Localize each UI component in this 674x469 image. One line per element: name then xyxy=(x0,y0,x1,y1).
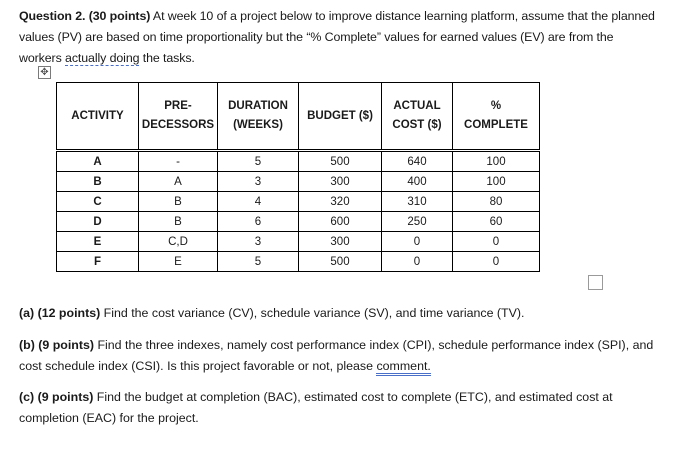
cell-duration: 6 xyxy=(218,212,299,232)
question-b-underlined-text: comment. xyxy=(376,359,430,376)
table-move-handle-icon[interactable]: ✥ xyxy=(38,66,51,79)
project-table xyxy=(56,82,540,272)
cell-predecessors: A xyxy=(139,172,218,192)
cell-predecessors: E xyxy=(139,252,218,272)
cell-percent-complete: 0 xyxy=(453,232,540,252)
table-row xyxy=(57,151,540,172)
cell-activity: A xyxy=(57,151,139,172)
cell-budget: 320 xyxy=(299,192,382,212)
cell-budget: 500 xyxy=(299,151,382,172)
cell-actual-cost: 250 xyxy=(382,212,453,232)
cell-duration: 3 xyxy=(218,232,299,252)
question-b-text: Find the three indexes, namely cost performance index (CPI), schedule performance index (SPI), and cost schedule index (CSI). Is this project favorable or not, please xyxy=(19,338,654,373)
cell-duration: 3 xyxy=(218,172,299,192)
cell-activity: F xyxy=(57,252,139,272)
cell-predecessors: C,D xyxy=(139,232,218,252)
header-activity: ACTIVITY xyxy=(57,83,139,151)
question-c-label: (c) (9 points) xyxy=(19,390,94,404)
question-a-text: Find the cost variance (CV), schedule variance (SV), and time variance (TV). xyxy=(100,306,525,320)
cell-actual-cost: 310 xyxy=(382,192,453,212)
question-b xyxy=(19,335,659,377)
header-budget: BUDGET ($) xyxy=(299,83,382,151)
cell-actual-cost: 0 xyxy=(382,232,453,252)
cell-budget: 300 xyxy=(299,172,382,192)
table-row xyxy=(57,252,540,272)
cell-percent-complete: 80 xyxy=(453,192,540,212)
cell-actual-cost: 400 xyxy=(382,172,453,192)
cell-percent-complete: 0 xyxy=(453,252,540,272)
cell-activity: C xyxy=(57,192,139,212)
question-b-label: (b) (9 points) xyxy=(19,338,95,352)
header-percent-complete: % COMPLETE xyxy=(453,83,540,151)
table-row xyxy=(57,212,540,232)
table-row xyxy=(57,192,540,212)
question-a xyxy=(19,303,659,324)
cell-predecessors: B xyxy=(139,212,218,232)
cell-actual-cost: 0 xyxy=(382,252,453,272)
question-intro xyxy=(19,6,659,69)
cell-percent-complete: 100 xyxy=(453,172,540,192)
header-actual-cost: ACTUAL COST ($) xyxy=(382,83,453,151)
question-a-label: (a) (12 points) xyxy=(19,306,101,320)
cell-percent-complete: 60 xyxy=(453,212,540,232)
question-c-text: Find the budget at completion (BAC), estimated cost to complete (ETC), and estimated cost at completion (EAC) for the project. xyxy=(19,390,613,425)
cell-budget: 600 xyxy=(299,212,382,232)
table-row xyxy=(57,172,540,192)
cell-actual-cost: 640 xyxy=(382,151,453,172)
table-resize-handle[interactable] xyxy=(588,275,603,290)
cell-duration: 5 xyxy=(218,151,299,172)
cell-budget: 300 xyxy=(299,232,382,252)
table-header-row xyxy=(57,83,540,151)
cell-budget: 500 xyxy=(299,252,382,272)
table-row xyxy=(57,232,540,252)
question-c xyxy=(19,387,659,429)
header-predecessors: PRE- DECESSORS xyxy=(139,83,218,151)
intro-text-1: At week 10 of a project below to improve distance learning platform, assume that the planned values (PV) are based on time proportionality but the “% Complete” values for earned values (EV) are from the workers xyxy=(19,9,655,65)
cell-activity: B xyxy=(57,172,139,192)
cell-percent-complete: 100 xyxy=(453,151,540,172)
intro-text-2: the tasks. xyxy=(139,51,195,65)
cell-predecessors: - xyxy=(139,151,218,172)
cell-activity: E xyxy=(57,232,139,252)
cell-duration: 5 xyxy=(218,252,299,272)
header-duration: DURATION (WEEKS) xyxy=(218,83,299,151)
question-label: Question 2. (30 points) xyxy=(19,9,151,23)
cell-duration: 4 xyxy=(218,192,299,212)
cell-predecessors: B xyxy=(139,192,218,212)
intro-underlined-text: actually doing xyxy=(65,51,140,65)
cell-activity: D xyxy=(57,212,139,232)
